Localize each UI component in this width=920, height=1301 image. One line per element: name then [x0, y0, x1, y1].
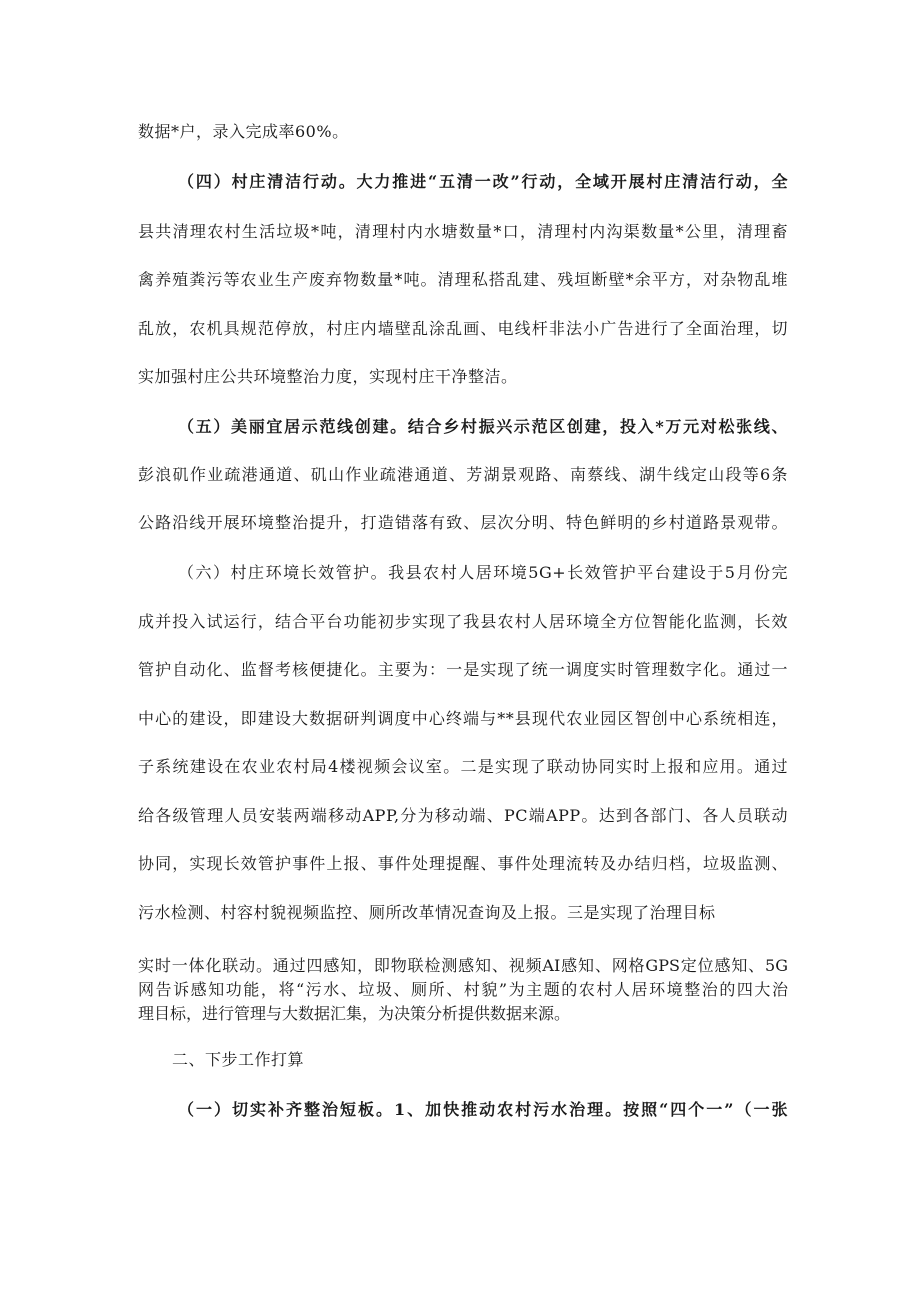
- paragraph-heading-line: （五）美丽宜居示范线创建。结合乡村振兴示范区创建，投入*万元对松张线、: [178, 417, 788, 436]
- text-line: 成并投入试运行，结合平台功能初步实现了我县农村人居环境全方位智能化监测，长效: [138, 612, 788, 631]
- text-line: 理目标，进行管理与大数据汇集，为决策分析提供数据来源。: [138, 1004, 571, 1023]
- paragraph-heading-line: （六）村庄环境长效管护。我县农村人居环境5G+长效管护平台建设于5月份完: [178, 563, 788, 582]
- text-line: 子系统建设在农业农村局4楼视频会议室。二是实现了联动协同实时上报和应用。通过: [138, 757, 788, 776]
- text-line: 数据*户，录入完成率60%。: [138, 122, 349, 141]
- text-line: 网告诉感知功能，将“污水、垃圾、厕所、村貌”为主题的农村人居环境整治的四大治: [138, 980, 788, 999]
- section-heading: 二、下步工作打算: [172, 1050, 305, 1069]
- text-line: 管护自动化、监督考核便捷化。主要为：一是实现了统一调度实时管理数字化。通过一: [138, 660, 788, 679]
- paragraph-heading-line: （四）村庄清洁行动。大力推进“五清一改”行动，全域开展村庄清洁行动，全: [178, 172, 788, 191]
- text-line: 乱放，农机具规范停放，村庄内墙壁乱涂乱画、电线杆非法小广告进行了全面治理，切: [138, 319, 788, 338]
- text-line: 中心的建设，即建设大数据研判调度中心终端与**县现代农业园区智创中心系统相连，: [138, 709, 788, 728]
- paragraph-heading-line: （一）切实补齐整治短板。1、加快推动农村污水治理。按照“四个一”（一张: [178, 1100, 788, 1119]
- text-line: 县共清理农村生活垃圾*吨，清理村内水塘数量*口，清理村内沟渠数量*公里，清理畜: [138, 222, 788, 241]
- text-line: 实加强村庄公共环境整治力度，实现村庄干净整洁。: [138, 367, 518, 386]
- text-line: 实时一体化联动。通过四感知，即物联检测感知、视频AI感知、网格GPS定位感知、5G: [138, 956, 788, 975]
- text-line: 给各级管理人员安装两端移动APP,分为移动端、PC端APP。达到各部门、各人员联动: [138, 806, 788, 825]
- text-line: 协同，实现长效管护事件上报、事件处理提醒、事件处理流转及办结归档，垃圾监测、: [138, 854, 788, 873]
- text-line: 禽养殖粪污等农业生产废弃物数量*吨。清理私搭乱建、残垣断壁*余平方，对杂物乱堆: [138, 270, 788, 289]
- text-line: 污水检测、村容村貌视频监控、厕所改革情况查询及上报。三是实现了治理目标: [138, 903, 716, 922]
- text-line: 公路沿线开展环境整治提升，打造错落有致、层次分明、特色鲜明的乡村道路景观带。: [138, 513, 788, 532]
- text-line: 彭浪矶作业疏港通道、矶山作业疏港通道、芳湖景观路、南蔡线、湖牛线定山段等6条: [138, 465, 788, 484]
